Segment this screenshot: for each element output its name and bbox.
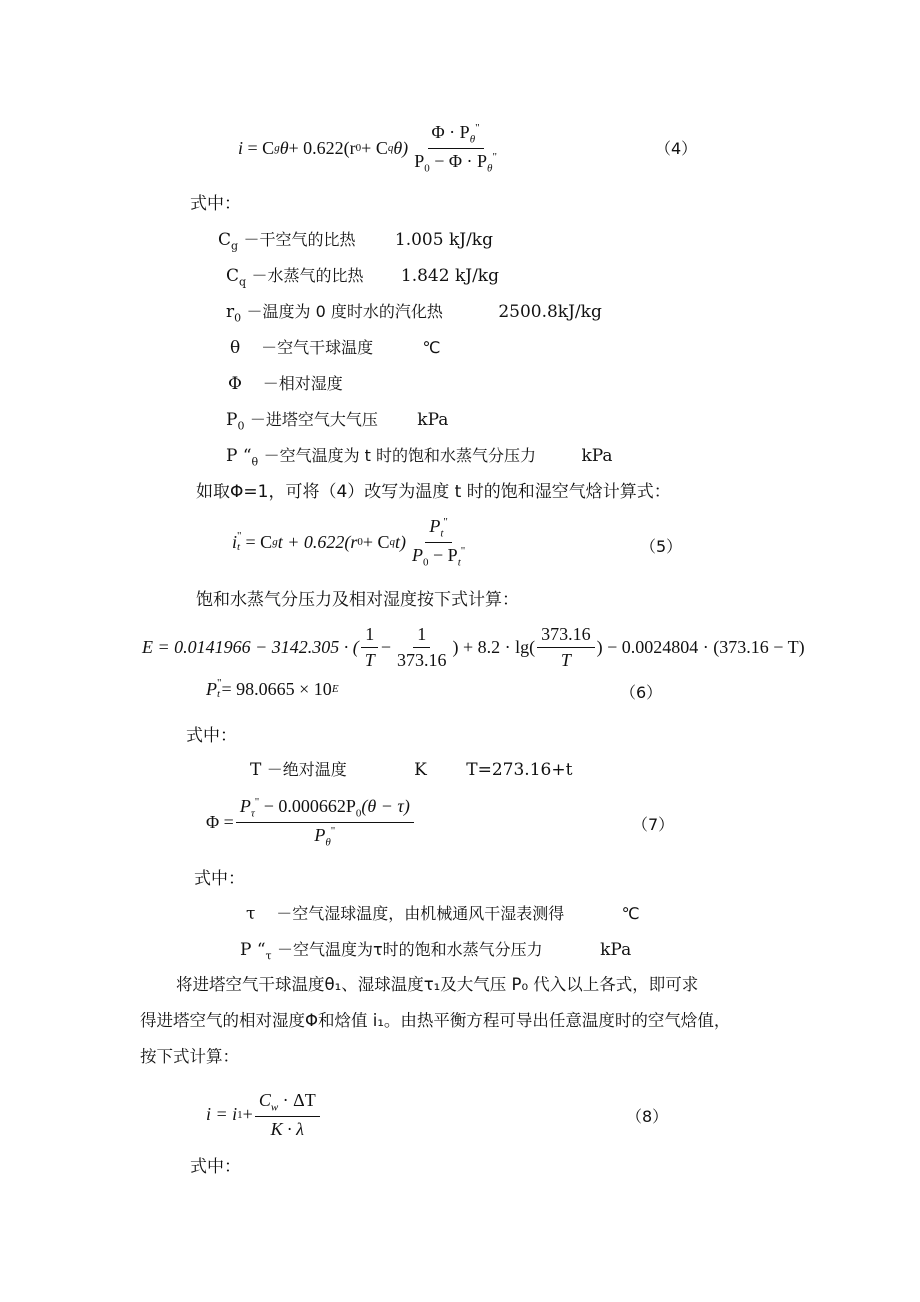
equation-e: E = 0.0141966 − 3142.305 · ( $\frac{1}{T}$ − $\frac{1}{373.16}$ ) + 8.2 · lg( $\frac{373.16}{T}$ ) − 0.0024804 · (373.16 − T) <box>142 624 805 670</box>
paragraph-3-line-3: 按下式计算： <box>140 1047 239 1066</box>
eq6-number: （6） <box>620 683 663 702</box>
definition-cg: $C_g$ －干空气的比热 1.005 kJ/kg <box>218 230 493 253</box>
definition-p-theta: P “$_\theta$ －空气温度为 t 时的饱和水蒸气分压力 kPa <box>226 446 613 469</box>
eq8-fraction: $\frac{C_w \cdot \Delta T}{K \cdot \lambda}$ <box>255 1090 320 1140</box>
where-label-1: 式中： <box>190 194 241 214</box>
paragraph-2: 饱和水蒸气分压力及相对湿度按下式计算： <box>196 590 519 610</box>
equation-4: i = C g θ + 0.622(r 0 + C q θ) $\frac{\Phi \cdot P_\theta^"}{P_0 - \Phi \cdot P_\theta^"}$ <box>238 122 503 174</box>
eq4-fraction: $\frac{\Phi \cdot P_\theta^"}{P_0 - \Phi \cdot P_\theta^"}$ <box>414 122 497 175</box>
where-label-3: 式中： <box>194 869 245 889</box>
eq4-number: （4） <box>655 139 698 158</box>
where-label-4: 式中： <box>190 1157 241 1177</box>
paragraph-3-line-1: 将进塔空气干球温度θ₁、湿球温度τ₁及大气压 P₀ 代入以上各式，即可求 <box>176 975 699 994</box>
eq5-fraction: $\frac{P_t^"}{P_0 - P_t^"}$ <box>412 516 466 569</box>
definition-cq: $C_q$ －水蒸气的比热 1.842 kJ/kg <box>226 266 499 289</box>
equation-7: Φ = $\frac{P_\tau^" - 0.000662P_0(\theta - \tau)}{P_\theta^"}$ <box>206 796 416 848</box>
eq7-fraction: $\frac{P_\tau^" - 0.000662P_0(\theta - \tau)}{P_\theta^"}$ <box>236 796 414 848</box>
definition-t: T －绝对温度 K T=273.16+t <box>250 760 573 780</box>
definition-p0: $P_0$ －进塔空气大气压 kPa <box>226 410 449 433</box>
equation-8: i = i 1 + $\frac{C_w \cdot \Delta T}{K \cdot \lambda}$ <box>206 1090 322 1140</box>
eq5-number: （5） <box>640 537 683 556</box>
definition-tau: τ －空气湿球温度，由机械通风干湿表测得 ℃ <box>246 904 640 924</box>
definition-phi: Φ －相对湿度 <box>228 374 343 394</box>
definition-r0: $r_0$ －温度为 0 度时水的汽化热 2500.8kJ/kg <box>226 302 602 325</box>
paragraph-1: 如取Φ=1，可将（4）改写为温度 t 时的饱和湿空气焓计算式： <box>196 482 671 502</box>
definition-theta: θ －空气干球温度 ℃ <box>230 338 441 358</box>
paragraph-3-line-2: 得进塔空气的相对湿度Φ和焓值 i₁。由热平衡方程可导出任意温度时的空气焓值， <box>140 1011 731 1030</box>
eq7-number: （7） <box>632 815 675 834</box>
definition-p-tau: P “$_\tau$ －空气温度为τ时的饱和水蒸气分压力 kPa <box>240 940 632 963</box>
eq4-lhs: i <box>238 137 244 158</box>
eq8-number: （8） <box>626 1107 669 1126</box>
where-label-2: 式中： <box>186 726 237 746</box>
equation-5: i " t = C g t + 0.622(r 0 + C q t) $\frac{P_t^"}{P_0 - P_t^"}$ <box>232 516 471 568</box>
equation-6: P " t = 98.0665 × 10 E <box>206 677 339 700</box>
